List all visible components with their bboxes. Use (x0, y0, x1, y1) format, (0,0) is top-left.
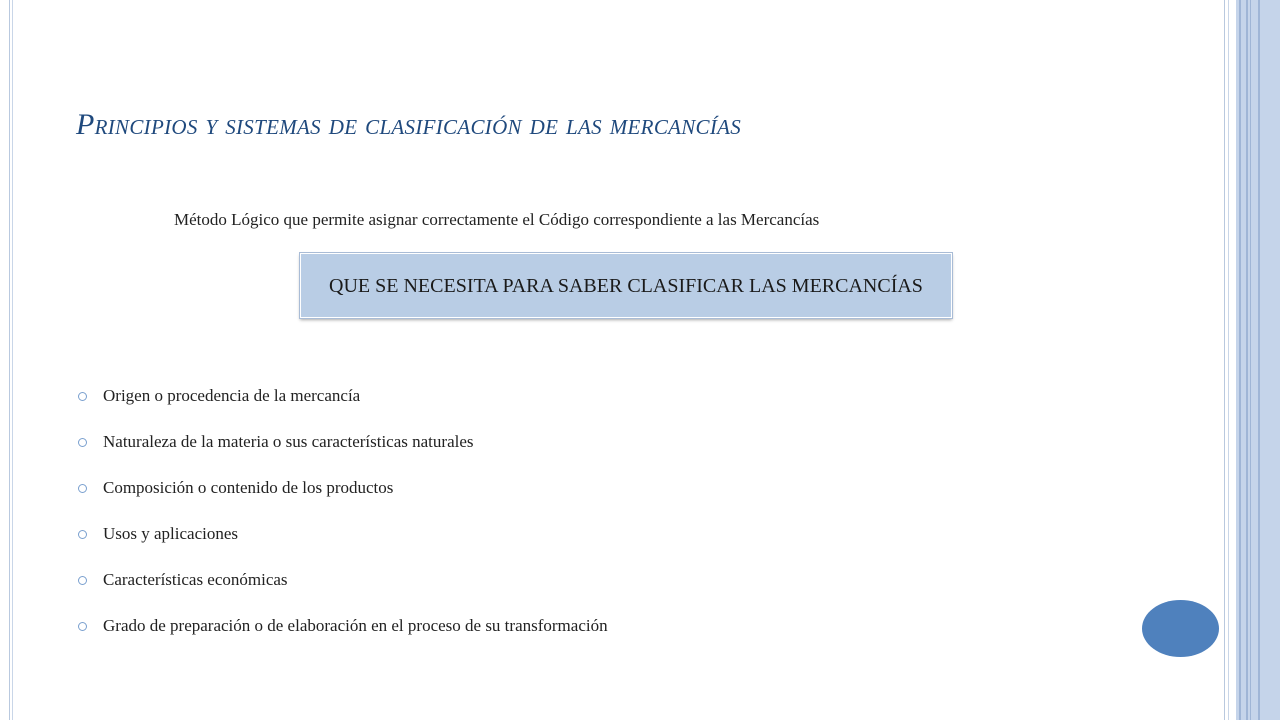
left-border-line (9, 0, 10, 720)
decorative-circle (1142, 600, 1219, 657)
circle-bullet-icon (78, 530, 87, 539)
list-item (78, 614, 608, 660)
right-decorative-band (1236, 0, 1280, 720)
circle-bullet-icon (78, 484, 87, 493)
highlight-box-text: QUE SE NECESITA PARA SABER CLASIFICAR LAS MERCANCÍAS (329, 274, 923, 297)
list-item-text: Composición o contenido de los productos (103, 478, 394, 497)
right-border-line (1224, 0, 1225, 720)
list-item-text: Características económicas (103, 570, 288, 589)
left-border-line-inner (12, 0, 13, 720)
band-stripe (1258, 0, 1260, 720)
band-stripe (1246, 0, 1248, 720)
circle-bullet-icon (78, 438, 87, 447)
right-border-line-inner (1228, 0, 1229, 720)
list-item-text: Grado de preparación o de elaboración en el proceso de su transformación (103, 616, 608, 635)
band-stripe (1250, 0, 1251, 720)
slide-subtitle: Método Lógico que permite asignar correctamente el Código correspondiente a las Mercancías (174, 210, 820, 229)
criteria-list (78, 384, 608, 660)
list-item-text: Usos y aplicaciones (103, 524, 239, 543)
slide-title: Principios y sistemas de clasificación de las mercancías (76, 108, 742, 141)
circle-bullet-icon (78, 622, 87, 631)
list-item (78, 384, 608, 430)
band-stripe (1239, 0, 1241, 720)
list-item (78, 430, 608, 476)
highlight-box (300, 253, 952, 318)
list-item (78, 568, 608, 614)
list-item (78, 476, 608, 522)
list-item-text: Origen o procedencia de la mercancía (103, 386, 361, 405)
circle-bullet-icon (78, 576, 87, 585)
circle-bullet-icon (78, 392, 87, 401)
list-item-text: Naturaleza de la materia o sus características naturales (103, 432, 474, 451)
list-item (78, 522, 608, 568)
